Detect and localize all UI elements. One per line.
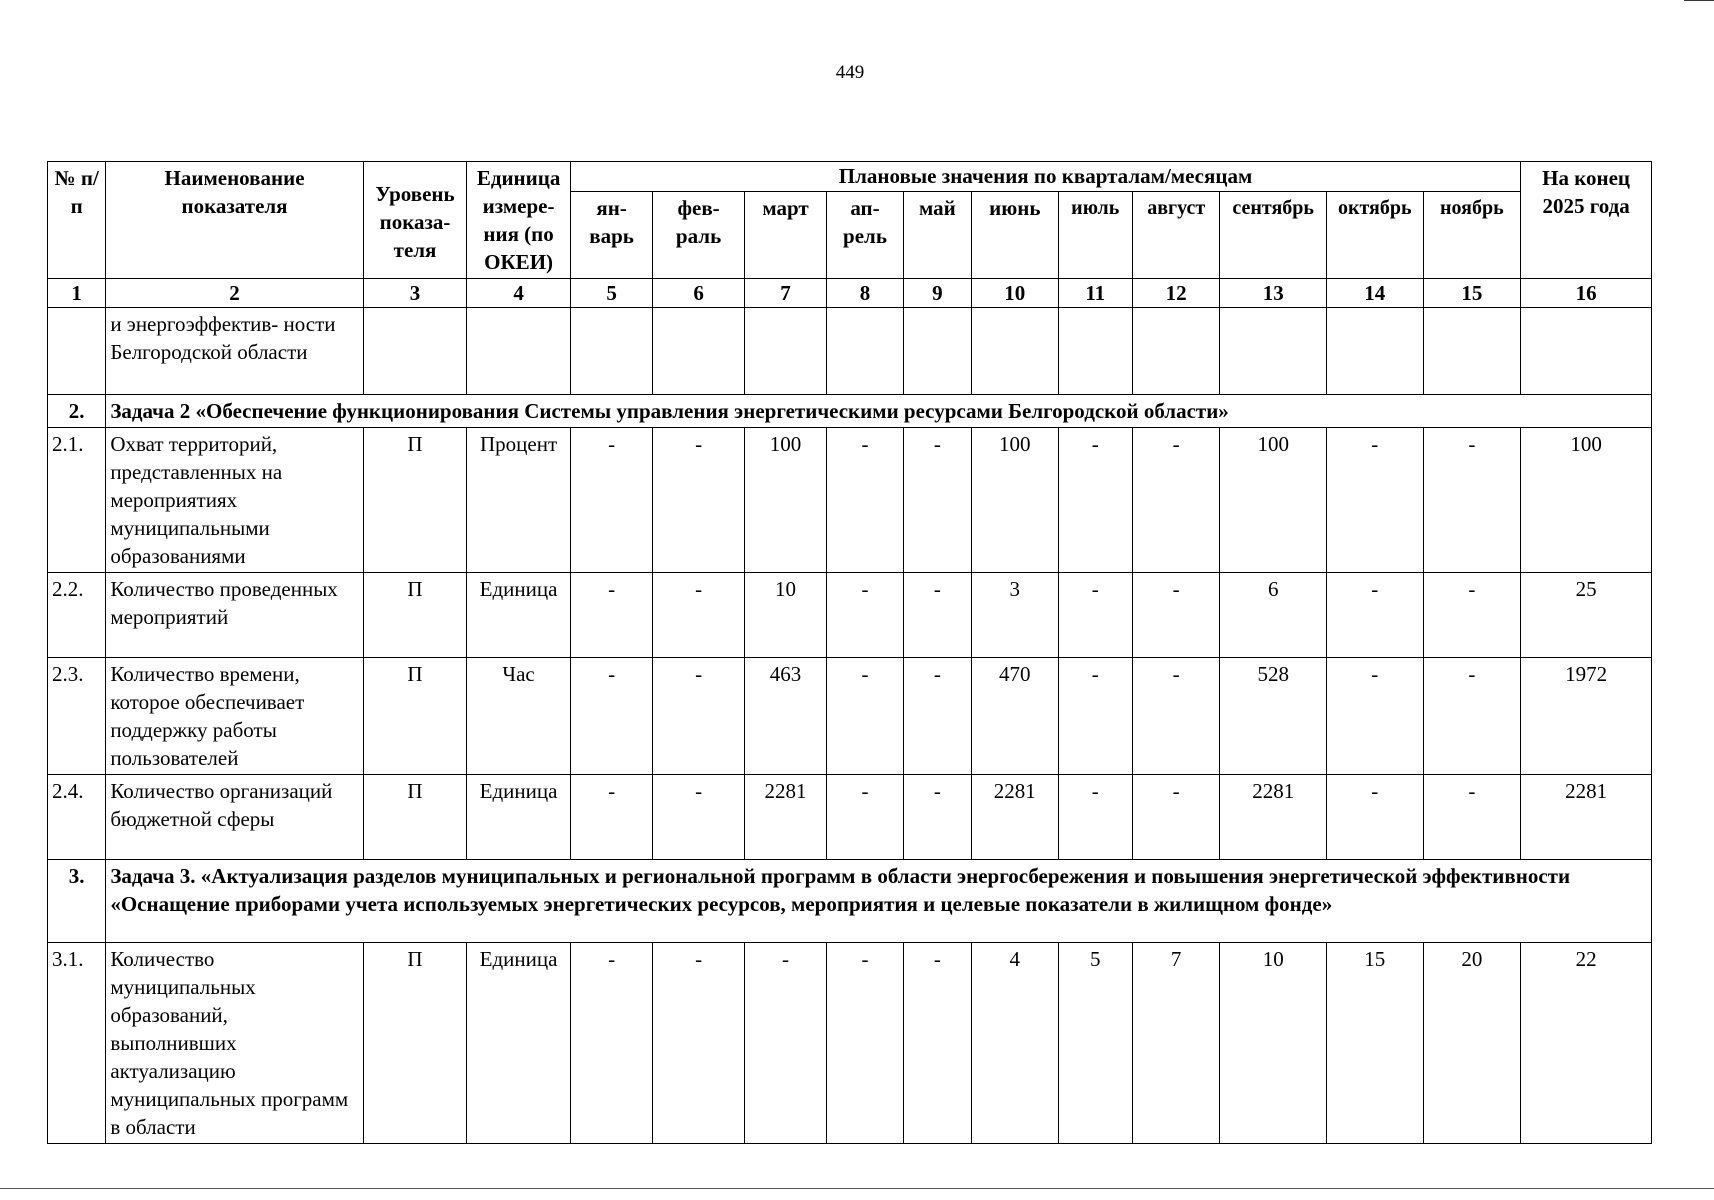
page-number: 449	[835, 62, 865, 83]
header-num: № п/п	[48, 162, 106, 279]
month-value: -	[1058, 428, 1132, 573]
column-number: 11	[1058, 279, 1132, 308]
indicator-level: П	[363, 775, 467, 860]
header-month: август	[1132, 191, 1219, 279]
year-end-value: 25	[1521, 573, 1652, 658]
column-number: 9	[903, 279, 971, 308]
month-value: -	[653, 428, 745, 573]
month-value: -	[903, 573, 971, 658]
row-number: 2.3.	[48, 658, 106, 775]
month-value: 463	[744, 658, 826, 775]
table-row-continuation	[48, 308, 1652, 395]
header-unit: Единица измере- ния (по ОКЕИ)	[467, 162, 571, 279]
column-number: 15	[1423, 279, 1521, 308]
indicator-unit: Процент	[467, 428, 571, 573]
row-number: 2.2.	[48, 573, 106, 658]
month-value: 10	[744, 573, 826, 658]
month-value: -	[570, 573, 652, 658]
indicator-name: Количество организаций бюджетной сферы	[106, 775, 363, 860]
month-value: -	[827, 658, 903, 775]
task-number: 3.	[48, 860, 106, 943]
indicator-name: и энергоэффектив- ности Белгородской области	[106, 308, 363, 395]
month-value: -	[744, 943, 826, 1144]
month-value: -	[827, 573, 903, 658]
column-number: 4	[467, 279, 571, 308]
year-end-value: 1972	[1521, 658, 1652, 775]
column-number: 10	[972, 279, 1058, 308]
month-value: -	[570, 943, 652, 1144]
month-value: -	[1326, 658, 1423, 775]
table-row	[48, 428, 1652, 573]
month-value: -	[1132, 775, 1219, 860]
header-month: июль	[1058, 191, 1132, 279]
month-value: -	[827, 943, 903, 1144]
month-value: 100	[744, 428, 826, 573]
row-number: 3.1.	[48, 943, 106, 1144]
month-value: -	[1423, 658, 1521, 775]
row-number: 2.4.	[48, 775, 106, 860]
scan-edge-line	[1684, 0, 1714, 2]
month-value: -	[570, 775, 652, 860]
month-value: 528	[1220, 658, 1327, 775]
month-value: -	[903, 658, 971, 775]
task3-rows	[48, 943, 1652, 1144]
task-title: Задача 2 «Обеспечение функционирования Системы управления энергетическими ресурсами Белгородской области»	[106, 395, 1652, 428]
month-value: -	[1058, 775, 1132, 860]
month-value: 6	[1220, 573, 1327, 658]
month-value: -	[570, 428, 652, 573]
indicator-level: П	[363, 573, 467, 658]
row-number: 2.1.	[48, 428, 106, 573]
header-month: фев- раль	[653, 191, 745, 279]
table-row	[48, 658, 1652, 775]
month-value: -	[1423, 573, 1521, 658]
month-value: -	[903, 428, 971, 573]
year-end-value: 100	[1521, 428, 1652, 573]
column-number: 5	[570, 279, 652, 308]
column-number: 14	[1326, 279, 1423, 308]
month-value: -	[827, 775, 903, 860]
month-value: -	[1326, 775, 1423, 860]
indicator-name: Количество муниципальных образований, выполнивших актуализацию муниципальных программ в области	[106, 943, 363, 1144]
indicator-unit: Единица	[467, 775, 571, 860]
table-row	[48, 775, 1652, 860]
indicator-level: П	[363, 943, 467, 1144]
month-value: 3	[972, 573, 1058, 658]
year-end-value: 22	[1521, 943, 1652, 1144]
indicator-unit: Единица	[467, 943, 571, 1144]
indicator-unit: Единица	[467, 573, 571, 658]
month-value: 100	[972, 428, 1058, 573]
header-level: Уровень показа- теля	[363, 162, 467, 279]
month-value: 7	[1132, 943, 1219, 1144]
indicator-level: П	[363, 428, 467, 573]
column-number: 16	[1521, 279, 1652, 308]
month-value: -	[653, 943, 745, 1144]
column-number-row	[48, 279, 1652, 308]
header-end: На конец 2025 года	[1521, 162, 1652, 279]
table-row	[48, 943, 1652, 1144]
month-value: 4	[972, 943, 1058, 1144]
header-month: май	[903, 191, 971, 279]
table-row	[48, 573, 1652, 658]
scan-bottom-line	[0, 1188, 1714, 1190]
month-value: -	[1423, 775, 1521, 860]
month-value: -	[1132, 428, 1219, 573]
header-month: ян- варь	[570, 191, 652, 279]
month-value: 5	[1058, 943, 1132, 1144]
month-value: -	[1326, 428, 1423, 573]
indicator-name: Количество проведенных мероприятий	[106, 573, 363, 658]
header-month: март	[744, 191, 826, 279]
month-value: -	[1423, 428, 1521, 573]
header-month: июнь	[972, 191, 1058, 279]
month-value: -	[653, 775, 745, 860]
header-row-1	[48, 162, 1652, 192]
header-month: сентябрь	[1220, 191, 1327, 279]
header-name: Наименование показателя	[106, 162, 363, 279]
month-value: -	[1132, 573, 1219, 658]
column-number: 3	[363, 279, 467, 308]
indicators-table	[47, 161, 1652, 1144]
column-number: 7	[744, 279, 826, 308]
indicator-level: П	[363, 658, 467, 775]
column-number: 6	[653, 279, 745, 308]
month-value: -	[570, 658, 652, 775]
indicator-name: Охват территорий, представленных на мероприятиях муниципальными образованиями	[106, 428, 363, 573]
month-value: 100	[1220, 428, 1327, 573]
indicator-unit: Час	[467, 658, 571, 775]
header-month: октябрь	[1326, 191, 1423, 279]
month-value: 2281	[744, 775, 826, 860]
column-number: 8	[827, 279, 903, 308]
task-row-2	[48, 395, 1652, 428]
year-end-value: 2281	[1521, 775, 1652, 860]
column-number: 2	[106, 279, 363, 308]
column-number: 13	[1220, 279, 1327, 308]
month-value: 20	[1423, 943, 1521, 1144]
indicator-name: Количество времени, которое обеспечивает поддержку работы пользователей	[106, 658, 363, 775]
month-value: -	[903, 775, 971, 860]
month-value: -	[1326, 573, 1423, 658]
task-row-3	[48, 860, 1652, 943]
month-value: -	[653, 658, 745, 775]
header-month: ап- рель	[827, 191, 903, 279]
month-value: 2281	[1220, 775, 1327, 860]
month-value: -	[653, 573, 745, 658]
month-value: 470	[972, 658, 1058, 775]
month-value: 15	[1326, 943, 1423, 1144]
task2-rows	[48, 428, 1652, 860]
column-number: 1	[48, 279, 106, 308]
task-number: 2.	[48, 395, 106, 428]
month-value: 10	[1220, 943, 1327, 1144]
month-value: -	[1058, 573, 1132, 658]
task-title: Задача 3. «Актуализация разделов муниципальных и региональной программ в области энергосбережения и повышения энергетической эффективности «Оснащение приборами учета используемых энергетических ресурсов, мероприятия и целевые показатели в жилищном фонде»	[106, 860, 1652, 943]
column-number: 12	[1132, 279, 1219, 308]
month-value: 2281	[972, 775, 1058, 860]
header-planned: Плановые значения по кварталам/месяцам	[570, 162, 1520, 192]
month-value: -	[1132, 658, 1219, 775]
month-value: -	[827, 428, 903, 573]
header-month: ноябрь	[1423, 191, 1521, 279]
month-value: -	[1058, 658, 1132, 775]
month-value: -	[903, 943, 971, 1144]
